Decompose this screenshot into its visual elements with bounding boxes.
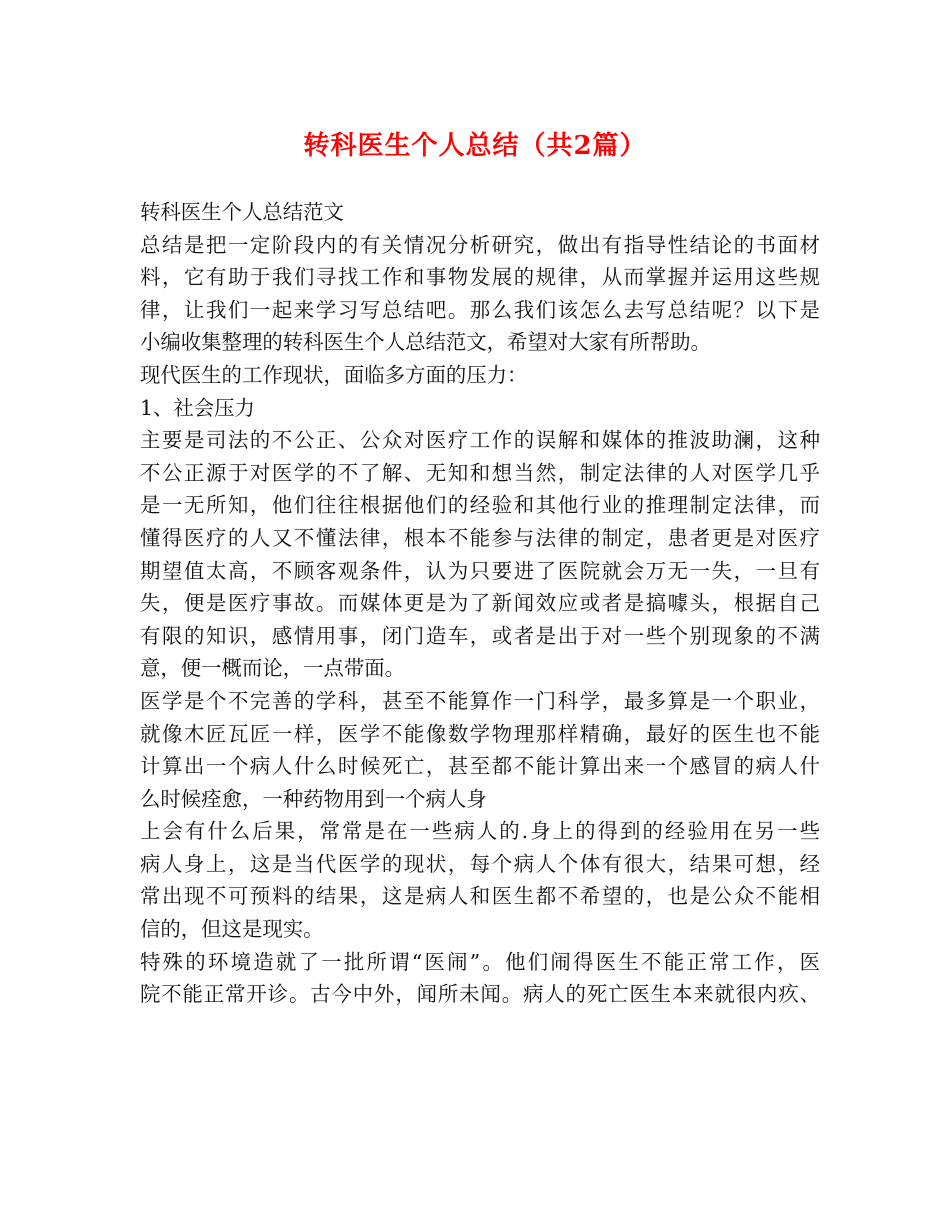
- body-line: 失，便是医疗事故。而媒体更是为了新闻效应或者是搞噱头，根据自己: [140, 591, 820, 616]
- body-line: 医学是个不完善的学科，甚至不能算作一门科学，最多算是一个职业，: [140, 688, 820, 713]
- body-line: 现代医生的工作现状，面临多方面的压力：: [140, 362, 528, 387]
- body-line: 上会有什么后果，常常是在一些病人的.身上的得到的经验用在另一些: [140, 819, 820, 844]
- body-line: 总结是把一定阶段内的有关情况分析研究，做出有指导性结论的书面材: [140, 232, 820, 257]
- body-line: 计算出一个病人什么时候死亡，甚至都不能计算出来一个感冒的病人什: [140, 754, 820, 779]
- body-line: 病人身上，这是当代医学的现状，每个病人个体有很大，结果可想，经: [140, 851, 820, 876]
- body-line: 小编收集整理的转科医生个人总结范文，希望对大家有所帮助。: [140, 330, 711, 355]
- body-line: 常出现不可预料的结果，这是病人和医生都不希望的，也是公众不能相: [140, 884, 820, 909]
- document-title: 转科医生个人总结（共2篇）: [303, 131, 647, 161]
- body-line: 料，它有助于我们寻找工作和事物发展的规律，从而掌握并运用这些规: [140, 265, 820, 290]
- body-line: 期望值太高，不顾客观条件，认为只要进了医院就会万无一失，一旦有: [140, 558, 820, 583]
- body-line: 有限的知识，感情用事，闭门造车，或者是出于对一些个别现象的不满: [140, 623, 820, 648]
- body-line: 转科医生个人总结范文: [140, 200, 344, 224]
- document-body: [140, 196, 820, 1011]
- body-line: 不公正源于对医学的不了解、无知和想当然，制定法律的人对医学几乎: [140, 460, 820, 485]
- body-line: 1、社会压力: [140, 395, 255, 420]
- body-line: 信的，但这是现实。: [140, 917, 324, 942]
- body-line: 就像木匠瓦匠一样，医学不能像数学物理那样精确，最好的医生也不能: [140, 721, 820, 746]
- body-line: 律，让我们一起来学习写总结吧。那么我们该怎么去写总结呢？以下是: [140, 297, 820, 322]
- body-line: 懂得医疗的人又不懂法律，根本不能参与法律的制定，患者更是对医疗: [140, 525, 820, 550]
- body-line: 主要是司法的不公正、公众对医疗工作的误解和媒体的推波助澜，这种: [140, 428, 820, 453]
- body-line: 是一无所知，他们往往根据他们的经验和其他行业的推理制定法律，而: [140, 493, 820, 518]
- body-line: 特殊的环境造就了一批所谓“医闹”。他们闹得医生不能正常工作，医: [140, 949, 820, 974]
- body-line: 么时候痊愈，一种药物用到一个病人身: [140, 786, 487, 811]
- body-line: 院不能正常开诊。古今中外，闻所未闻。病人的死亡医生本来就很内疚、: [140, 982, 820, 1007]
- body-line: 意，便一概而论，一点带面。: [140, 656, 406, 681]
